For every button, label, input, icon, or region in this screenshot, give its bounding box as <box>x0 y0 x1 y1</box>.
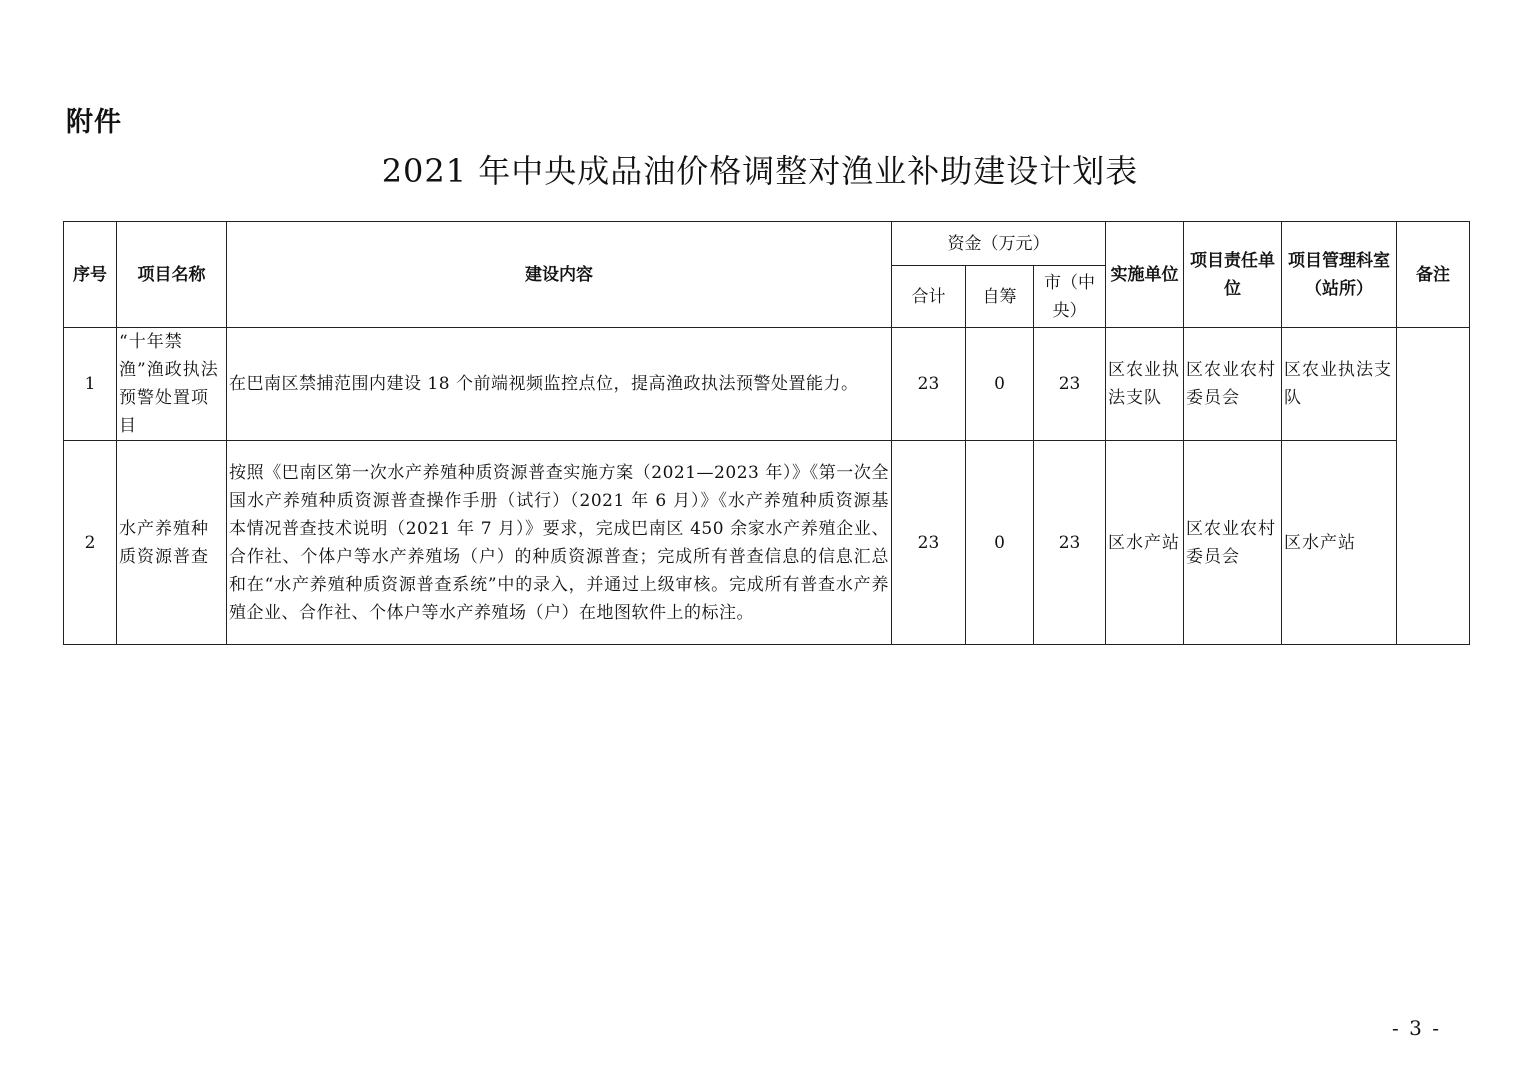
header-unit: 实施单位 <box>1106 222 1184 328</box>
row-seq: 1 <box>64 328 117 441</box>
row-content: 在巴南区禁捕范围内建设 18 个前端视频监控点位，提高渔政执法预警处置能力。 <box>227 328 892 441</box>
row-remark <box>1397 328 1470 645</box>
header-name: 项目名称 <box>117 222 227 328</box>
row-seq: 2 <box>64 441 117 645</box>
row-self: 0 <box>966 328 1034 441</box>
row-unit: 区水产站 <box>1106 441 1184 645</box>
header-content: 建设内容 <box>227 222 892 328</box>
header-total: 合计 <box>892 266 966 328</box>
row-city: 23 <box>1034 328 1106 441</box>
table-row <box>64 441 1470 645</box>
row-management: 区农业执法支队 <box>1282 328 1397 441</box>
header-self: 自筹 <box>966 266 1034 328</box>
row-responsible: 区农业农村委员会 <box>1184 328 1282 441</box>
row-responsible: 区农业农村委员会 <box>1184 441 1282 645</box>
document-title: 2021 年中央成品油价格调整对渔业补助建设计划表 <box>381 152 1139 190</box>
row-unit: 区农业执法支队 <box>1106 328 1184 441</box>
header-city: 市（中央） <box>1034 266 1106 328</box>
header-seq: 序号 <box>64 222 117 328</box>
row-name: “十年禁渔”渔政执法预警处置项目 <box>117 328 227 441</box>
header-management: 项目管理科室（站所） <box>1282 222 1397 328</box>
header-remark: 备注 <box>1397 222 1470 328</box>
row-content: 按照《巴南区第一次水产养殖种质资源普查实施方案（2021—2023 年）》《第一次全国水产养殖种质资源普查操作手册（试行）（2021 年 6 月）》《水产养殖种质资源基本情况普查技术说明（2021 年 7 月）》要求，完成巴南区 450 余家水产养殖企业、合作社、个体户等水产养殖场（户）的种质资源普查；完成所有普查信息的信息汇总和在“水产养殖种质资源普查系统”中的录入，并通过上级审核。完成所有普查水产养殖企业、合作社、个体户等水产养殖场（户）在地图软件上的标注。 <box>227 441 892 645</box>
row-total: 23 <box>892 441 966 645</box>
row-city: 23 <box>1034 441 1106 645</box>
header-funds: 资金（万元） <box>892 222 1106 266</box>
header-responsible: 项目责任单位 <box>1184 222 1282 328</box>
row-self: 0 <box>966 441 1034 645</box>
row-management: 区水产站 <box>1282 441 1397 645</box>
row-name: 水产养殖种质资源普查 <box>117 441 227 645</box>
row-total: 23 <box>892 328 966 441</box>
attachment-label: 附件 <box>66 107 122 138</box>
table-row <box>64 328 1470 441</box>
page-number: - 3 - <box>1392 1016 1441 1040</box>
plan-table <box>63 221 1470 645</box>
